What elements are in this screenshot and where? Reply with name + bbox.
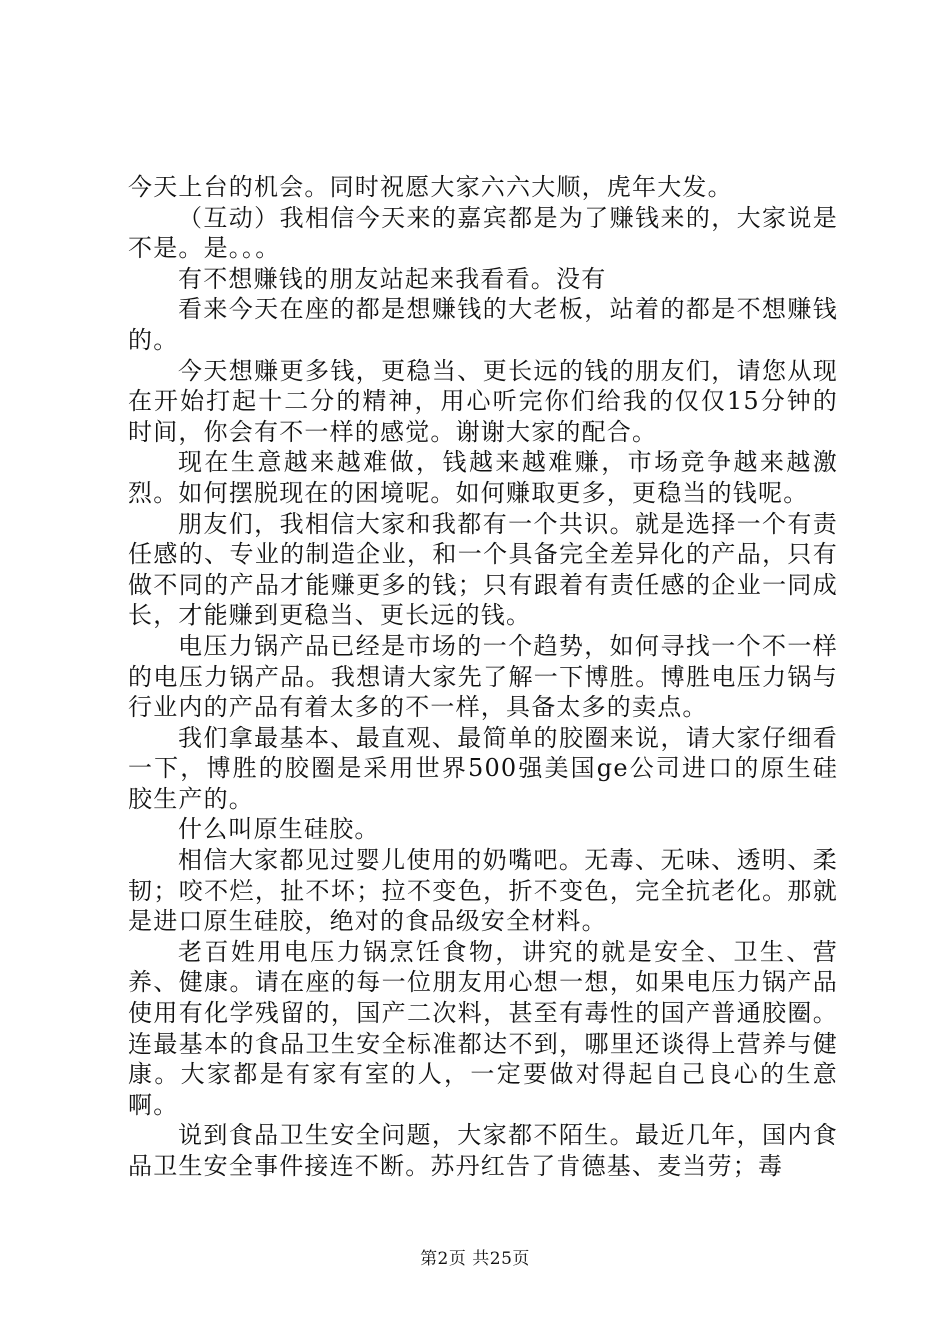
page-number-label: 第2页 共25页 xyxy=(420,1249,530,1269)
paragraph-13: 说到食品卫生安全问题，大家都不陌生。最近几年，国内食品卫生安全事件接连不断。苏丹红告了肯德基、麦当劳；毒 xyxy=(128,1121,838,1180)
paragraph-6: 现在生意越来越难做，钱越来越难赚，市场竞争越来越激烈。如何摆脱现在的困境呢。如何赚取更多，更稳当的钱呢。 xyxy=(128,448,838,507)
paragraph-5: 今天想赚更多钱，更稳当、更长远的钱的朋友们，请您从现在开始打起十二分的精神，用心听完你们给我的仅仅15分钟的时间，你会有不一样的感觉。谢谢大家的配合。 xyxy=(128,356,838,446)
paragraph-4: 看来今天在座的都是想赚钱的大老板，站着的都是不想赚钱的。 xyxy=(128,295,838,354)
paragraph-12: 老百姓用电压力锅烹饪食物，讲究的就是安全、卫生、营养、健康。请在座的每一位朋友用心想一想，如果电压力锅产品使用有化学残留的，国产二次料，甚至有毒性的国产普通胶圈。连最基本的食品卫生安全标准都达不到，哪里还谈得上营养与健康。大家都是有家有室的人，一定要做对得起自己良心的生意啊。 xyxy=(128,937,838,1119)
paragraph-11: 相信大家都见过婴儿使用的奶嘴吧。无毒、无味、透明、柔韧；咬不烂，扯不坏；拉不变色，折不变色，完全抗老化。那就是进口原生硅胶，绝对的食品级安全材料。 xyxy=(128,846,838,936)
paragraph-9: 我们拿最基本、最直观、最简单的胶圈来说，请大家仔细看一下，博胜的胶圈是采用世界500强美国ge公司进口的原生硅胶生产的。 xyxy=(128,723,838,813)
paragraph-3: 有不想赚钱的朋友站起来我看看。没有 xyxy=(178,264,607,293)
document-body xyxy=(128,172,838,1182)
paragraph-10: 什么叫原生硅胶。 xyxy=(178,815,380,844)
paragraph-1: 今天上台的机会。同时祝愿大家六六大顺，虎年大发。 xyxy=(128,173,733,201)
paragraph-2: （互动）我相信今天来的嘉宾都是为了赚钱来的，大家说是不是。是。。。 xyxy=(128,203,838,263)
page-footer xyxy=(0,1244,950,1269)
paragraph-7: 朋友们，我相信大家和我都有一个共识。就是选择一个有责任感的、专业的制造企业，和一个具备完全差异化的产品，只有做不同的产品才能赚更多的钱；只有跟着有责任感的企业一同成长，才能赚到更稳当、更长远的钱。 xyxy=(128,509,838,630)
paragraph-8: 电压力锅产品已经是市场的一个趋势，如何寻找一个不一样的电压力锅产品。我想请大家先了解一下博胜。博胜电压力锅与行业内的产品有着太多的不一样，具备太多的卖点。 xyxy=(128,631,838,722)
